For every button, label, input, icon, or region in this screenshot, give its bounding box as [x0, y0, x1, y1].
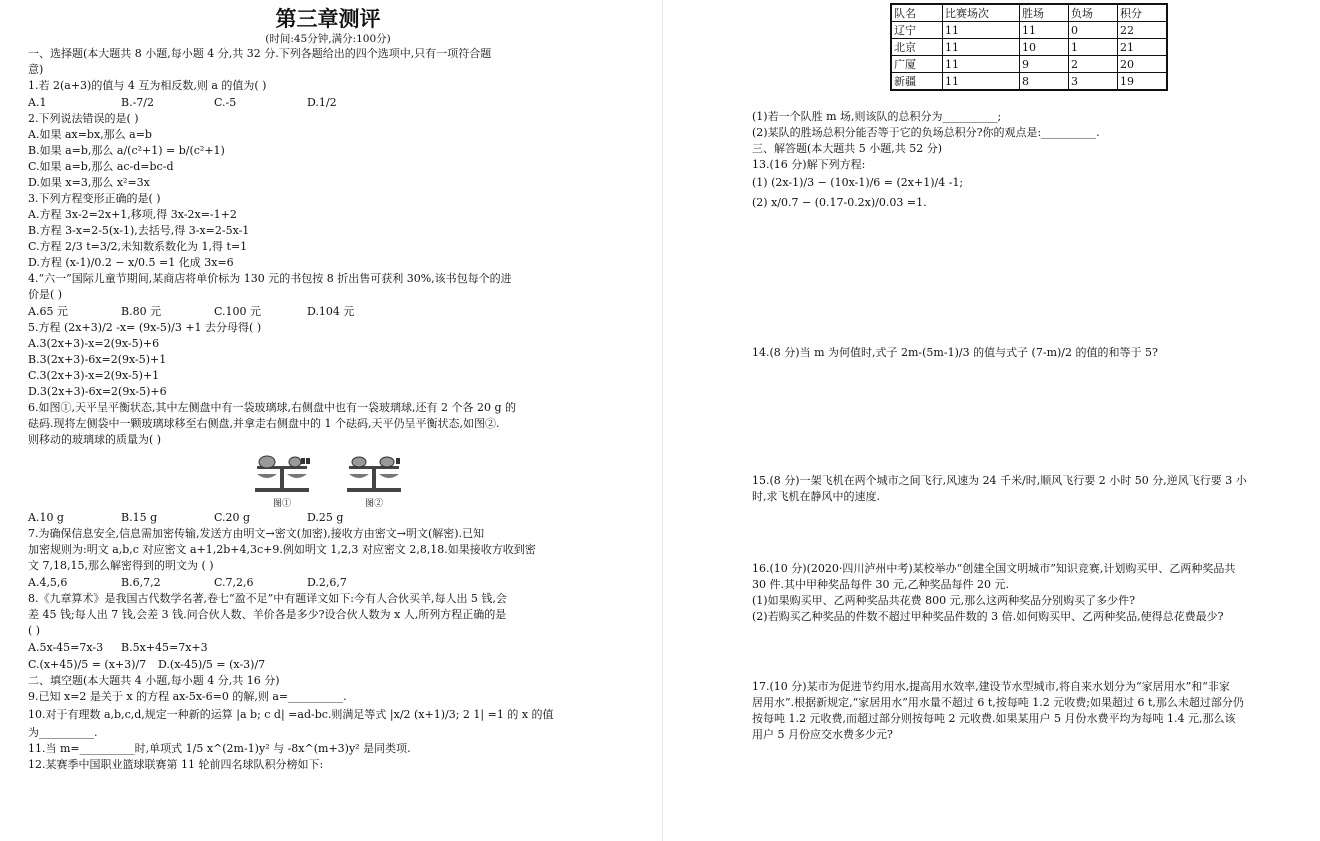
question-11: 11.当 m=__________时,单项式 1/5 x^(2m-1)y² 与 -8x^(m+3)y² 是同类项. [28, 742, 411, 755]
right-page [752, 0, 1312, 841]
question-5: 5.方程 (2x+3)/2 -x= (9x-5)/3 +1 去分母得( ) [28, 321, 262, 334]
figure-2 [343, 452, 405, 509]
table-header-cell: 比赛场次 [943, 4, 1020, 22]
question-7-cont-1: 加密规则为:明文 a,b,c 对应密文 a+1,2b+4,3c+9.例如明文 1,2,3 对应密文 2,8,18.如果接收方收到密 [28, 543, 536, 556]
q6-option-d: D.25 g [307, 511, 344, 524]
standings-table [890, 3, 1168, 91]
q2-option-c: C.如果 a=b,那么 ac-d=bc-d [28, 160, 174, 173]
table-cell: 19 [1118, 73, 1168, 91]
figure-1 [251, 452, 313, 509]
question-17: 17.(10 分)某市为促进节约用水,提高用水效率,建设节水型城市,将自来水划分为“家居用水”和“非家 [752, 680, 1230, 693]
q6-option-a: A.10 g [28, 511, 64, 524]
table-header-cell: 胜场 [1020, 4, 1069, 22]
q7-options [28, 574, 628, 591]
table-row [891, 73, 1167, 91]
question-8-cont-1: 差 45 钱;每人出 7 钱,会差 3 钱.问合伙人数、羊价各是多少?设合伙人数为 x 人,所列方程正确的是 [28, 608, 507, 621]
q1-option-c: C.-5 [214, 96, 237, 109]
table-cell: 3 [1069, 73, 1118, 91]
q4-option-a: A.65 元 [28, 305, 68, 318]
question-17-cont-3: 用户 5 月份应交水费多少元? [752, 728, 893, 741]
q13-part-2: (2) x/0.7 − (0.17-0.2x)/0.03 =1. [752, 196, 927, 209]
question-1: 1.若 2(a+3)的值与 4 互为相反数,则 a 的值为( ) [28, 79, 267, 92]
table-cell: 11 [1020, 22, 1069, 39]
question-8-cont-2: ( ) [28, 624, 41, 637]
table-cell: 9 [1020, 56, 1069, 73]
q5-option-a: A.3(2x+3)-x=2(9x-5)+6 [28, 337, 160, 350]
table-cell: 2 [1069, 56, 1118, 73]
question-9: 9.已知 x=2 是关于 x 的方程 ax-5x-6=0 的解,则 a=__________. [28, 690, 347, 703]
q1-option-a: A.1 [28, 96, 47, 109]
table-row [891, 56, 1167, 73]
q5-option-c: C.3(2x+3)-x=2(9x-5)+1 [28, 369, 160, 382]
q1-option-d: D.1/2 [307, 96, 337, 109]
balance-figures [28, 452, 628, 509]
question-6-cont-2: 则移动的玻璃球的质量为( ) [28, 433, 162, 446]
q7-option-b: B.6,7,2 [121, 576, 161, 589]
question-6: 6.如图①,天平呈平衡状态,其中左侧盘中有一袋玻璃球,右侧盘中也有一袋玻璃球,还有 2 个各 20 g 的 [28, 401, 516, 414]
table-cell: 11 [943, 39, 1020, 56]
q4-option-d: D.104 元 [307, 305, 355, 318]
table-cell: 11 [943, 22, 1020, 39]
page-title: 第三章测评 [275, 7, 381, 31]
table-cell: 8 [1020, 73, 1069, 91]
figure-2-label: 图② [364, 499, 383, 509]
table-row [891, 39, 1167, 56]
table-cell: 11 [943, 73, 1020, 91]
question-15-cont: 时,求飞机在静风中的速度. [752, 490, 880, 503]
question-16-cont: 30 件.其中甲种奖品每件 30 元,乙种奖品每件 20 元. [752, 578, 1009, 591]
question-17-cont-1: 居用水”.根据新规定,“家居用水”用水量不超过 6 t,按每吨 1.2 元收费;如果超过 6 t,那么未超过部分仍 [752, 696, 1244, 709]
table-cell: 0 [1069, 22, 1118, 39]
q8-options-ab [28, 639, 628, 656]
question-3: 3.下列方程变形正确的是( ) [28, 192, 161, 205]
q2-option-d: D.如果 x=3,那么 x²=3x [28, 176, 150, 189]
q4-options [28, 303, 628, 320]
q7-option-c: C.7,2,6 [214, 576, 254, 589]
table-cell: 11 [943, 56, 1020, 73]
table-cell: 10 [1020, 39, 1069, 56]
question-12: 12.某赛季中国职业篮球联赛第 11 轮前四名球队积分榜如下: [28, 758, 324, 771]
question-2: 2.下列说法错误的是( ) [28, 112, 139, 125]
table-cell: 新疆 [891, 73, 943, 91]
q8-option-d: D.(x-45)/5 = (x-3)/7 [158, 658, 266, 671]
q6-option-c: C.20 g [214, 511, 251, 524]
q12-part-1: (1)若一个队胜 m 场,则该队的总积分为__________; [752, 110, 1002, 123]
q1-option-b: B.-7/2 [121, 96, 154, 109]
figure-1-label: 图① [272, 499, 291, 509]
question-16: 16.(10 分)(2020·四川泸州中考)某校举办“创建全国文明城市”知识竞赛,计划购买甲、乙两种奖品共 [752, 562, 1236, 575]
table-header-cell: 积分 [1118, 4, 1168, 22]
section-three-heading: 三、解答题(本大题共 5 小题,共 52 分) [752, 142, 943, 155]
q13-part-1: (1) (2x-1)/3 − (10x-1)/6 = (2x+1)/4 -1; [752, 176, 964, 189]
table-cell: 21 [1118, 39, 1168, 56]
question-6-cont-1: 砝码.现将左侧袋中一颗玻璃球移至右侧盘,并拿走右侧盘中的 1 个砝码,天平仍呈平衡状态,如图②. [28, 417, 500, 430]
q16-part-2: (2)若购买乙种奖品的件数不超过甲种奖品件数的 3 倍.如何购买甲、乙两种奖品,使得总花费最少? [752, 610, 1224, 623]
question-4-cont: 价是( ) [28, 288, 63, 301]
question-17-cont-2: 按每吨 1.2 元收费,而超过部分则按每吨 2 元收费.如果某用户 5 月份水费平均为每吨 1.4 元,那么该 [752, 712, 1236, 725]
question-7-cont-2: 文 7,18,15,那么解密得到的明文为 ( ) [28, 559, 214, 572]
left-page [28, 0, 628, 841]
table-cell: 辽宁 [891, 22, 943, 39]
q8-option-a: A.5x-45=7x-3 [28, 641, 104, 654]
table-header-cell: 队名 [891, 4, 943, 22]
q6-options [28, 509, 628, 526]
q2-option-b: B.如果 a=b,那么 a/(c²+1) = b/(c²+1) [28, 144, 225, 157]
q8-option-c: C.(x+45)/5 = (x+3)/7 [28, 658, 147, 671]
q5-option-b: B.3(2x+3)-6x=2(9x-5)+1 [28, 353, 167, 366]
question-13: 13.(16 分)解下列方程: [752, 158, 866, 171]
q2-option-a: A.如果 ax=bx,那么 a=b [28, 128, 152, 141]
section-one-heading-cont: 意) [28, 63, 44, 76]
page-divider [662, 0, 663, 841]
question-14: 14.(8 分)当 m 为何值时,式子 2m-(5m-1)/3 的值与式子 (7-m)/2 的值的和等于 5? [752, 346, 1158, 359]
table-header-cell: 负场 [1069, 4, 1118, 22]
question-15: 15.(8 分)一架飞机在两个城市之间飞行,风速为 24 千米/时,顺风飞行要 2 小时 50 分,逆风飞行要 3 小 [752, 474, 1247, 487]
section-one-heading: 一、选择题(本大题共 8 小题,每小题 4 分,共 32 分.下列各题给出的四个选项中,只有一项符合题 [28, 47, 492, 60]
page-subtitle: (时间:45分钟,满分:100分) [265, 33, 391, 45]
q7-option-a: A.4,5,6 [28, 576, 68, 589]
question-4: 4.“六一”国际儿童节期间,某商店将单价标为 130 元的书包按 8 折出售可获利 30%,该书包每个的进 [28, 272, 512, 285]
table-cell: 22 [1118, 22, 1168, 39]
q8-options-cd [28, 656, 628, 673]
q3-option-a: A.方程 3x-2=2x+1,移项,得 3x-2x=-1+2 [28, 208, 237, 221]
question-8: 8.《九章算术》是我国古代数学名著,卷七“盈不足”中有题译文如下:今有人合伙买羊,每人出 5 钱,会 [28, 592, 507, 605]
balance-scale-icon [343, 452, 405, 496]
section-two-heading: 二、填空题(本大题共 4 小题,每小题 4 分,共 16 分) [28, 674, 280, 687]
question-10: 10.对于有理数 a,b,c,d,规定一种新的运算 |a b; c d| =ad-bc.则满足等式 |x/2 (x+1)/3; 2 1| =1 的 x 的值 [28, 708, 554, 721]
balance-scale-icon [251, 452, 313, 496]
table-cell: 1 [1069, 39, 1118, 56]
q3-option-b: B.方程 3-x=2-5(x-1),去括号,得 3-x=2-5x-1 [28, 224, 250, 237]
q8-option-b: B.5x+45=7x+3 [121, 641, 208, 654]
table-row [891, 22, 1167, 39]
q16-part-1: (1)如果购买甲、乙两种奖品共花费 800 元,那么这两种奖品分别购买了多少件? [752, 594, 1135, 607]
table-cell: 广厦 [891, 56, 943, 73]
q4-option-c: C.100 元 [214, 305, 262, 318]
q3-option-d: D.方程 (x-1)/0.2 − x/0.5 =1 化成 3x=6 [28, 256, 234, 269]
q6-option-b: B.15 g [121, 511, 158, 524]
table-header-row [891, 4, 1167, 22]
q3-option-c: C.方程 2/3 t=3/2,未知数系数化为 1,得 t=1 [28, 240, 248, 253]
question-7: 7.为确保信息安全,信息需加密传输,发送方由明文→密文(加密),接收方由密文→明文(解密).已知 [28, 527, 485, 540]
q12-part-2: (2)某队的胜场总积分能否等于它的负场总积分?你的观点是:__________. [752, 126, 1100, 139]
q5-option-d: D.3(2x+3)-6x=2(9x-5)+6 [28, 385, 167, 398]
question-10-cont: 为__________. [28, 726, 98, 739]
table-cell: 北京 [891, 39, 943, 56]
q1-options [28, 94, 628, 111]
q4-option-b: B.80 元 [121, 305, 162, 318]
table-cell: 20 [1118, 56, 1168, 73]
q7-option-d: D.2,6,7 [307, 576, 347, 589]
